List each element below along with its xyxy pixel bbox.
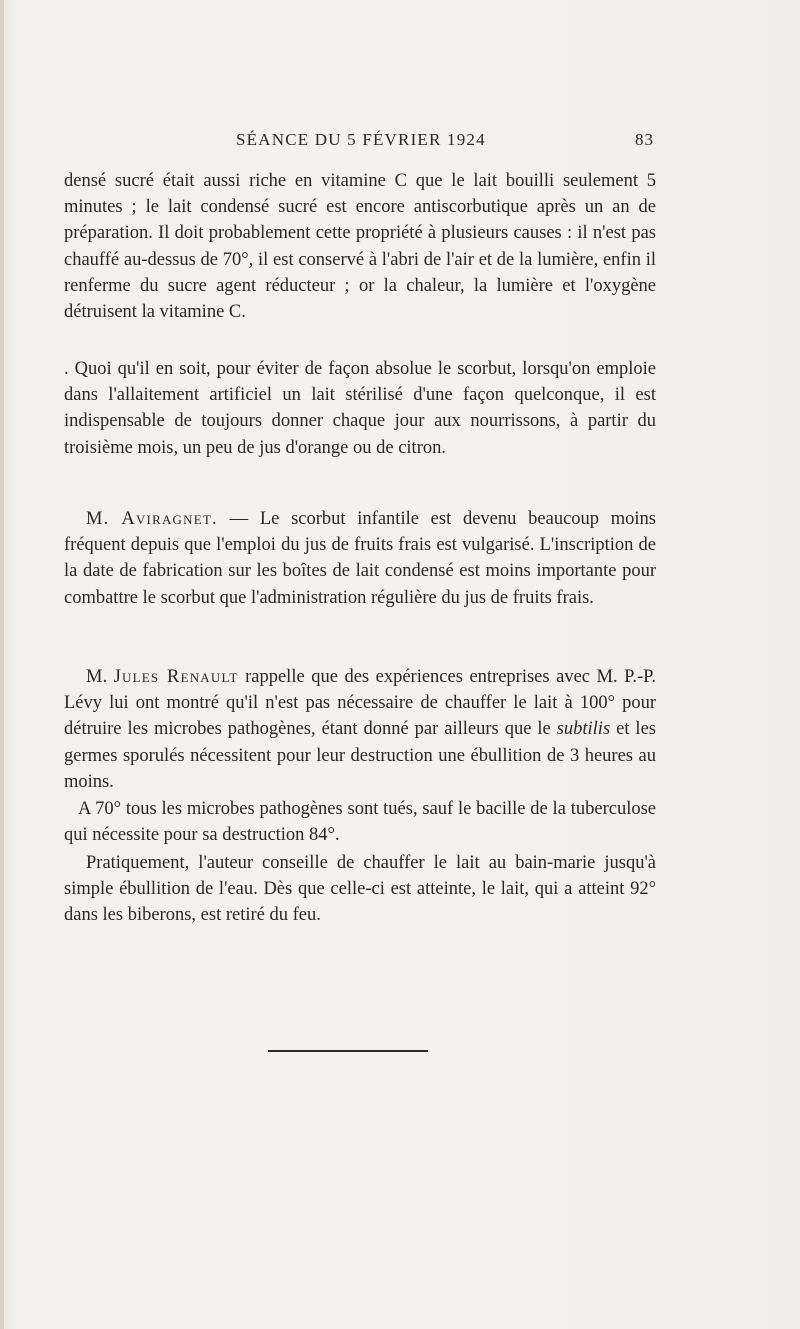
speaker-prefix: M. <box>86 667 114 687</box>
end-rule <box>268 1050 428 1052</box>
page-edge <box>0 0 4 1329</box>
paragraph-3-text: — Le scorbut infantile est devenu beaucoup moins fréquent depuis que l'emploi du jus de fruits frais est vulgarisé. L'inscription de la date de fabrication sur les boîtes de lait condensé est moins importante pour combattre le scorbut que l'administration régulière du jus de fruits frais. <box>64 509 657 608</box>
subtilis-term: subtilis <box>556 719 611 740</box>
speaker-renault: Jules Renault <box>113 667 239 687</box>
body-text <box>64 168 656 929</box>
paragraph-4-text-a: rappelle que des expériences entreprises avec M. P.-P. Lévy lui ont montré qu'il n'est pas nécessaire de chauffer le lait à 100° pour détruire les microbes pathogènes, étant donné par ailleurs que le <box>64 667 657 740</box>
running-title: SÉANCE DU 5 FÉVRIER 1924 <box>236 130 486 149</box>
paragraph-3 <box>64 506 656 664</box>
paragraph-1: densé sucré était aussi riche en vitamine C que le lait bouilli seulement 5 minutes ; le lait condensé sucré est encore antiscorbutique après un an de préparation. Il doit probablement cette propriété à plusieurs causes : il n'est pas chauffé au-dessus de 70°, il est conservé à l'abri de l'air et de la lumière, enfin il renferme du sucre agent réducteur ; or la chaleur, la lumière et l'oxygène détruisent la vitamine C. <box>64 171 656 323</box>
paragraph-2: . Quoi qu'il en soit, pour éviter de façon absolue le scorbut, lorsqu'on emploie dans l'allaitement artificiel un lait stérilisé d'une façon quelconque, il est indispensable de toujours donner chaque jour aux nourrissons, à partir du troisième mois, un peu de jus d'orange ou de citron. <box>64 359 656 458</box>
paragraph-5: A 70° tous les microbes pathogènes sont tués, sauf le bacille de la tuberculose qui nécessite pour sa destruction 84°. <box>64 799 656 846</box>
speaker-aviragnet: M. Aviragnet. <box>86 509 218 529</box>
paragraph-4 <box>64 664 656 796</box>
paragraph-4-text-b: et les germes sporulés nécessitent pour leur destruction une ébullition de 3 heures au moins. <box>64 719 656 792</box>
paragraph-6: Pratiquement, l'auteur conseille de chauffer le lait au bain-marie jusqu'à simple ébullition de l'eau. Dès que celle-ci est atteinte, le lait, qui a atteint 92° dans les biberons, est retiré du feu. <box>64 853 656 926</box>
page-number: 83 <box>635 130 654 149</box>
page-header <box>64 130 656 152</box>
